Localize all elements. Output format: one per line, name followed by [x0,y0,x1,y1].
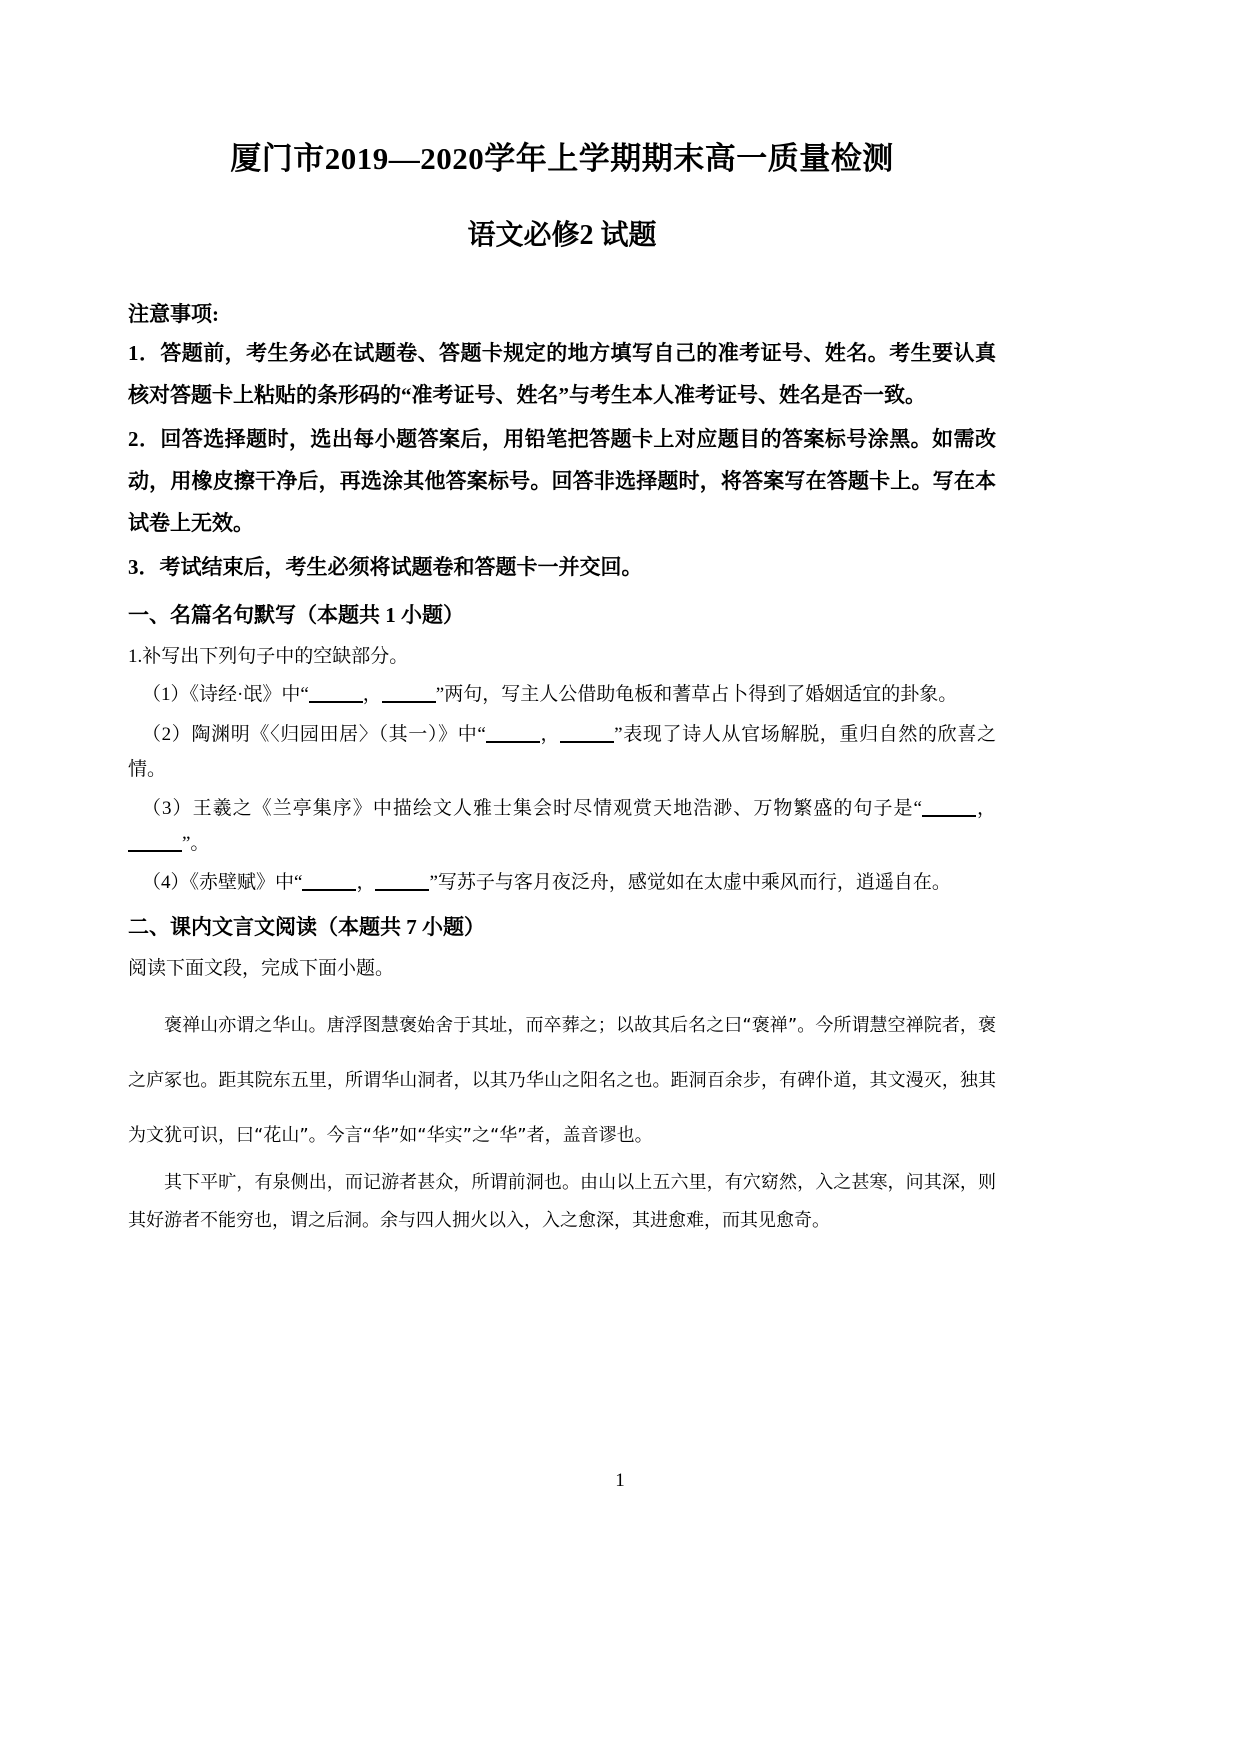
question-1-item-2-mid: ， [539,723,561,745]
question-1-item-4-mid: ， [356,872,376,894]
section-heading-one: 一、名篇名句默写（本题共 1 小题） [128,603,464,628]
notice-item-1: 1．答题前，考生务必在试题卷、答题卡规定的地方填写自己的准考证号、姓名。考生要认真核对答题卡上粘贴的条形码的“准考证号、姓名”与考生本人准考证号、姓名是否一致。 [128,341,996,408]
question-1-item-1-mid: ， [362,684,382,706]
question-1-item-3 [128,791,996,861]
question-1-item-4-prefix: （4）《赤壁赋》中“ [142,872,303,894]
page-subtitle: 语文必修2 试题 [467,220,657,252]
question-1-item-3-mid: ， [975,797,996,819]
answer-blank [560,741,614,743]
question-1-item-1 [128,677,996,712]
answer-blank [382,701,436,703]
answer-blank [922,815,976,817]
answer-blank [302,889,356,891]
section-two-stem: 阅读下面文段，完成下面小题。 [128,958,395,980]
section-heading-two: 二、课内文言文阅读（本题共 7 小题） [128,915,485,940]
answer-blank [309,701,363,703]
question-1-item-2-prefix: （2）陶渊明《〈归园田居〉（其一）》中“ [142,723,486,745]
notice-item-2: 2．回答选择题时，选出每小题答案后，用铅笔把答题卡上对应题目的答案标号涂黑。如需改动，用橡皮擦干净后，再选涂其他答案标号。回答非选择题时，将答案写在答题卡上。写在本试卷上无效。 [128,427,996,536]
question-1-item-3-prefix: （3）王羲之《兰亭集序》中描绘文人雅士集会时尽情观赏天地浩渺、万物繁盛的句子是“ [142,797,922,819]
page-number: 1 [615,1470,625,1491]
passage-paragraph-1: 褒禅山亦谓之华山。唐浮图慧褒始舍于其址，而卒葬之；以故其后名之曰“褒禅”。今所谓慧空禅院者，褒之庐冢也。距其院东五里，所谓华山洞者，以其乃华山之阳名之也。距洞百余步，有碑仆道，其文漫灭，独其为文犹可识，曰“花山”。今言“华”如“华实”之“华”者，盖音谬也。 [128,1015,996,1147]
page-content [128,0,996,1240]
question-1-item-3-suffix: ”。 [182,832,210,854]
question-1-item-2 [128,717,996,787]
question-1-item-4-suffix: ”写苏子与客月夜泛舟，感觉如在太虚中乘风而行，逍遥自在。 [429,872,951,894]
passage-paragraph-2: 其下平旷，有泉侧出，而记游者甚众，所谓前洞也。由山以上五六里，有穴窈然，入之甚寒，问其深，则其好游者不能穷也，谓之后洞。余与四人拥火以入，入之愈深，其进愈难，而其见愈奇。 [128,1172,996,1231]
question-1-item-2-suffix: ”表现了诗人从官场解脱，重归自然的欣喜之情。 [128,723,996,780]
question-1-stem: 1.补写出下列句子中的空缺部分。 [128,646,409,668]
page-title: 厦门市2019—2020学年上学期期末高一质量检测 [230,141,894,176]
notice-item-3: 3．考试结束后，考生必须将试题卷和答题卡一并交回。 [128,555,643,580]
question-1-item-1-prefix: （1）《诗经·氓》中“ [142,684,309,706]
question-1-item-1-suffix: ”两句，写主人公借助龟板和蓍草占卜得到了婚姻适宜的卦象。 [435,684,958,706]
notice-heading: 注意事项: [128,301,219,326]
answer-blank [375,889,429,891]
answer-blank [486,741,540,743]
answer-blank [128,850,182,852]
question-1-item-4 [128,865,996,900]
